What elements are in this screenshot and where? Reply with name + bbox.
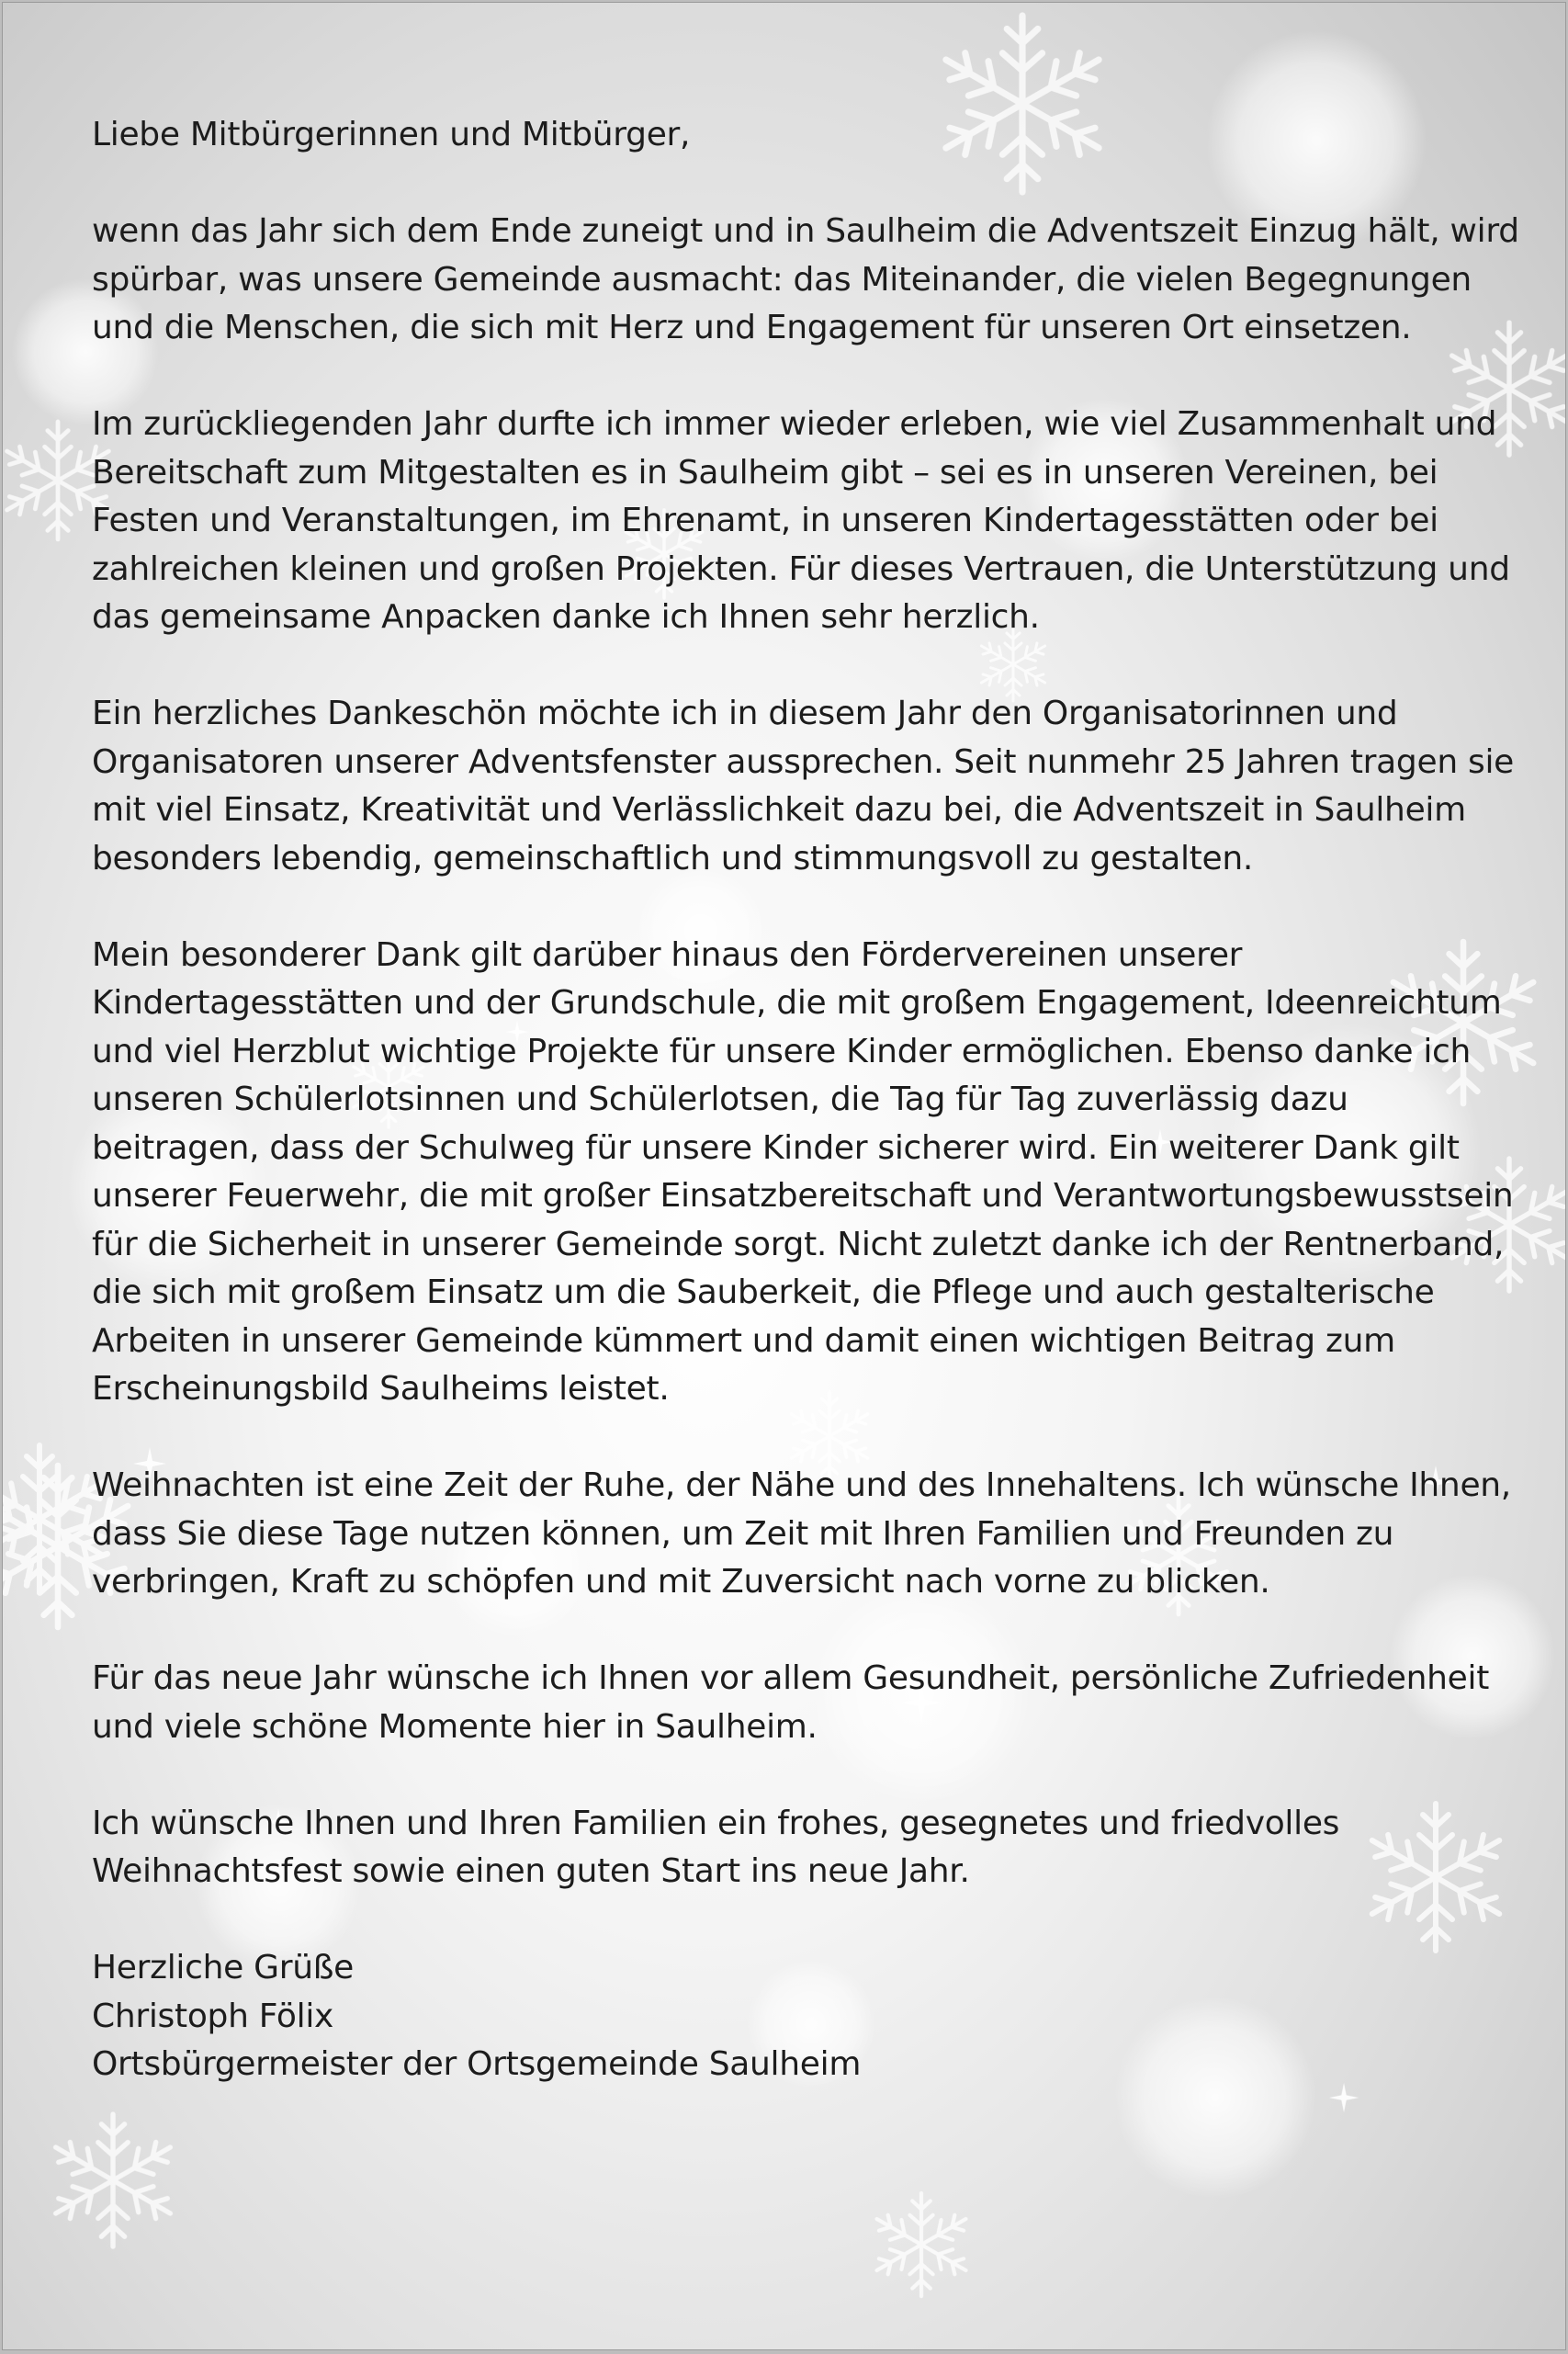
letter-page <box>2 2 1566 2350</box>
paragraph-wishes: Ich wünsche Ihnen und Ihren Familien ein frohes, gesegnetes und friedvolles Weihnachtsfest sowie einen guten Start ins neue Jahr. <box>92 1804 1340 1890</box>
signature-name: Christoph Fölix <box>92 1997 334 2035</box>
paragraph-advent-windows: Ein herzliches Dankeschön möchte ich in diesem Jahr den Organisatorinnen und Organisatoren unserer Adventsfenster aussprechen. Seit nunmehr 25 Jahren tragen sie mit viel Einsatz, Kreativität und Verlässlichkeit dazu bei, die Adventszeit in Saulheim besonders lebendig, gemeinschaftlich und stimmungsvoll zu gestalten. <box>92 695 1514 877</box>
paragraph-intro: wenn das Jahr sich dem Ende zuneigt und in Saulheim die Adventszeit Einzug hält, wird spürbar, was unsere Gemeinde ausmacht: das Miteinander, die vielen Begegnungen und die Menschen, die sich mit Herz und Engagement für unseren Ort einsetzen. <box>92 212 1519 346</box>
paragraph-christmas: Weihnachten ist eine Zeit der Ruhe, der Nähe und des Innehaltens. Ich wünsche Ihnen, dass Sie diese Tage nutzen können, um Zeit mit Ihren Familien und Freunden zu verbringen, Kraft zu schöpfen und mit Zuversicht nach vorne zu blicken. <box>92 1466 1511 1601</box>
paragraph-thanks: Mein besonderer Dank gilt darüber hinaus den Fördervereinen unserer Kindertagesstätten und der Grundschule, die mit großem Engagement, Ideenreichtum und viel Herzblut wichtige Projekte für unsere Kinder ermöglichen. Ebenso danke ich unseren Schülerlotsinnen und Schülerlotsen, die Tag für Tag zuverlässig dazu beitragen, dass der Schulweg für unsere Kinder sicherer wird. Ein weiterer Dank gilt unserer Feuerwehr, die mit großer Einsatzbereitschaft und Verantwortungsbewusstsein für die Sicherheit in unserer Gemeinde sorgt. Nicht zuletzt danke ich der Rentnerband, die sich mit großem Einsatz um die Sauberkeit, die Pflege und auch gestalterische Arbeiten in unserer Gemeinde kümmert und damit einen wichtigen Beitrag zum Erscheinungsbild Saulheims leistet. <box>92 935 1514 1408</box>
signature-title: Ortsbürgermeister der Ortsgemeinde Saulheim <box>92 2045 862 2083</box>
salutation: Liebe Mitbürgerinnen und Mitbürger, <box>92 116 691 153</box>
paragraph-community: Im zurückliegenden Jahr durfte ich immer wieder erleben, wie viel Zusammenhalt und Bereitschaft zum Mitgestalten es in Saulheim gibt – sei es in unseren Vereinen, bei Festen und Veranstaltungen, im Ehrenamt, in unseren Kindertagesstätten oder bei zahlreichen kleinen und großen Projekten. Für dieses Vertrauen, die Unterstützung und das gemeinsame Anpacken danke ich Ihnen sehr herzlich. <box>92 405 1510 636</box>
letter-body <box>92 111 1525 2089</box>
closing: Herzliche Grüße <box>92 1949 354 1986</box>
paragraph-new-year: Für das neue Jahr wünsche ich Ihnen vor allem Gesundheit, persönliche Zufriedenheit und viele schöne Momente hier in Saulheim. <box>92 1659 1490 1746</box>
